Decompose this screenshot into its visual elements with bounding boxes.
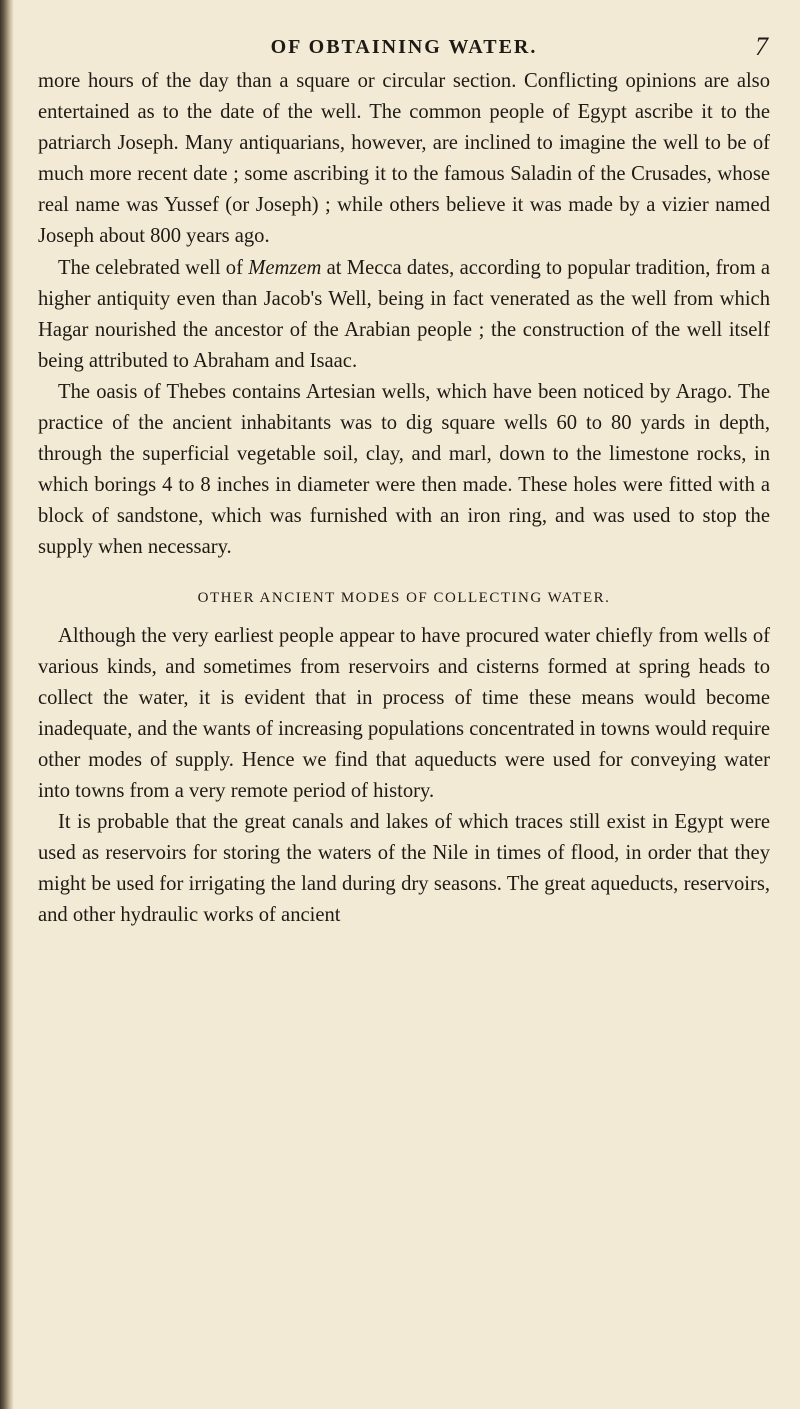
body-text-upper [38, 66, 770, 564]
paragraph-egypt-canals: It is probable that the great canals and lakes of which traces still exist in Egypt were used as reservoirs for storing the waters of the Nile in times of flood, in order that they might be used for irrigating the land during dry seasons. The great aqueducts, reservoirs, and other hydraulic works of ancient [38, 811, 770, 927]
paragraph-thebes-wells: The oasis of Thebes contains Artesian wells, which have been noticed by Arago. The practice of the ancient inhabitants was to dig square wells 60 to 80 yards in depth, through the superficial vegetable soil, clay, and marl, down to the limestone rocks, in which borings 4 to 8 inches in diameter were then made. These holes were fitted with a block of sandstone, which was furnished with an iron ring, and was used to stop the supply when necessary. [38, 380, 770, 559]
binding-shadow [0, 0, 14, 1409]
running-head [38, 30, 770, 66]
memzem-italic-name: Memzem [248, 256, 322, 279]
paragraph-aqueducts: Although the very earliest people appear to have procured water chiefly from wells of various kinds, and sometimes from reservoirs and cisterns formed at spring heads to collect the water, it is evident that in process of time these means would become inadequate, and the wants of increasing populations concentrated in towns would require other modes of supply. Hence we find that aqueducts were used for conveying water into towns from a very remote period of history. [38, 624, 771, 802]
memzem-text-before: The celebrated well of [58, 256, 249, 279]
body-text-lower [38, 621, 770, 932]
paragraph-memzem-well [38, 253, 770, 377]
book-page [38, 30, 770, 931]
page-number: 7 [755, 32, 770, 61]
memzem-text-after: at Mecca dates, according to popular tradition, from a higher antiquity even than Jacob's Well, being in fact venerated as the well from which Hagar nourished the ancestor of the Arabian people ; the construction of the well itself being attributed to Abraham and Isaac. [38, 256, 770, 372]
section-heading: OTHER ANCIENT MODES OF COLLECTING WATER. [197, 589, 611, 606]
running-head-title: OF OBTAINING WATER. [270, 36, 538, 58]
paragraph-well-date: more hours of the day than a square or circular section. Conflicting opinions are also entertained as to the date of the well. The common people of Egypt ascribe it to the patriarch Joseph. Many antiquarians, however, are inclined to imagine the well to be of much more recent date ; some ascribing it to the famous Saladin of the Crusades, whose real name was Yussef (or Joseph) ; while others believe it was made by a vizier named Joseph about 800 years ago. [38, 70, 770, 248]
